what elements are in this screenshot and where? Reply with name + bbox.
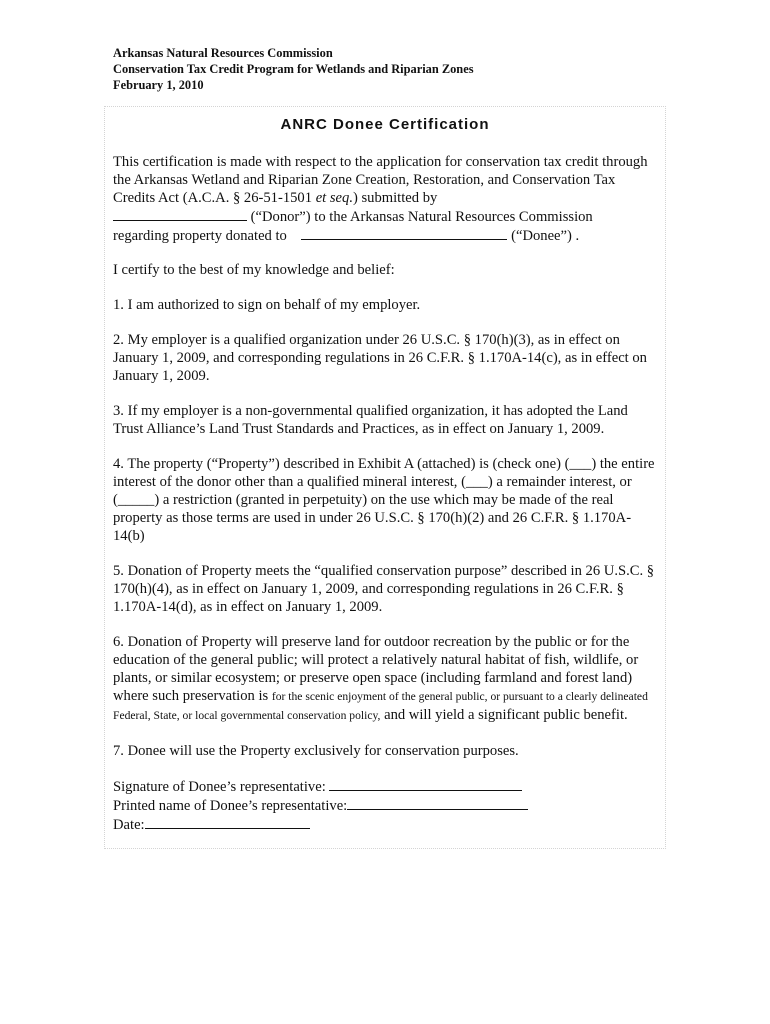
donee-name-field[interactable] bbox=[301, 226, 507, 240]
item-6-text-2: and will yield a significant public benefit. bbox=[380, 707, 628, 723]
form-body bbox=[113, 153, 658, 834]
item-6 bbox=[113, 633, 658, 725]
donor-name-field[interactable] bbox=[113, 207, 247, 221]
item-6-small-text: for the scenic enjoyment of the general public, or pursuant to a clearly delineated Federal, State, or local governmental conservation policy, bbox=[113, 690, 648, 722]
date-label: Date: bbox=[113, 817, 145, 833]
intro-text-3: (“Donor”) to the Arkansas Natural Resources Commission bbox=[250, 209, 593, 225]
printed-name-row bbox=[113, 796, 658, 815]
signature-row bbox=[113, 777, 658, 796]
form-title: ANRC Donee Certification bbox=[280, 116, 490, 133]
printed-name-label: Printed name of Donee’s representative: bbox=[113, 798, 348, 814]
header-agency: Arkansas Natural Resources Commission bbox=[113, 46, 333, 60]
item-1: 1. I am authorized to sign on behalf of my employer. bbox=[113, 297, 421, 313]
item-2: 2. My employer is a qualified organization under 26 U.S.C. § 170(h)(3), as in effect on January 1, 2009, and corresponding regulations in 26 C.F.R. § 1.170A-14(c), as in effect on January 1, 2009. bbox=[113, 332, 647, 384]
intro-et-seq: et seq. bbox=[315, 190, 353, 206]
signature-block bbox=[113, 777, 658, 834]
intro-text-2: ) submitted by bbox=[352, 190, 438, 206]
date-field[interactable] bbox=[145, 815, 310, 829]
intro-text-4: regarding property donated to bbox=[113, 228, 291, 244]
header-program: Conservation Tax Credit Program for Wetlands and Riparian Zones bbox=[113, 62, 474, 76]
header-date: February 1, 2010 bbox=[113, 78, 204, 92]
printed-name-field[interactable] bbox=[347, 796, 528, 810]
signature-label: Signature of Donee’s representative: bbox=[113, 779, 330, 795]
document-header bbox=[113, 45, 474, 93]
item-5: 5. Donation of Property meets the “qualified conservation purpose” described in 26 U.S.C. § 170(h)(4), as in effect on January 1, 2009, and corresponding regulations in 26 C.F.R. § 1.170A-14(d), as in effect on January 1, 2009. bbox=[113, 563, 655, 615]
intro-text-5: (“Donee”) . bbox=[511, 228, 580, 244]
certify-statement: I certify to the best of my knowledge and belief: bbox=[113, 262, 395, 278]
date-row bbox=[113, 815, 658, 834]
item-6-text-1: 6. Donation of Property will preserve land for outdoor recreation by the public or for the education of the general public; will protect a relatively natural habitat of fish, wildlife, or plants, or similar ecosystem; or preserve open space (including farmland and forest land) where such preservation is bbox=[113, 634, 639, 704]
item-3: 3. If my employer is a non-governmental qualified organization, it has adopted the Land Trust Alliance’s Land Trust Standards and Practices, as in effect on January 1, 2009. bbox=[113, 403, 628, 437]
intro-paragraph bbox=[113, 153, 658, 245]
item-4: 4. The property (“Property”) described in Exhibit A (attached) is (check one) (___) the entire interest of the donor other than a qualified mineral interest, (___) a remainder interest, or (_____) a restriction (granted in perpetuity) on the use which may be made of the real property as those terms are used in under 26 U.S.C. § 170(h)(2) and 26 C.F.R. § 1.170A-14(b) bbox=[113, 456, 655, 544]
item-7: 7. Donee will use the Property exclusively for conservation purposes. bbox=[113, 743, 519, 759]
signature-field[interactable] bbox=[329, 777, 522, 791]
intro-text-1: This certification is made with respect to the application for conservation tax credit through the Arkansas Wetland and Riparian Zone Creation, Restoration, and Conservation Tax Credits Act (A.C.A. § 26-51-1501 bbox=[113, 154, 648, 206]
